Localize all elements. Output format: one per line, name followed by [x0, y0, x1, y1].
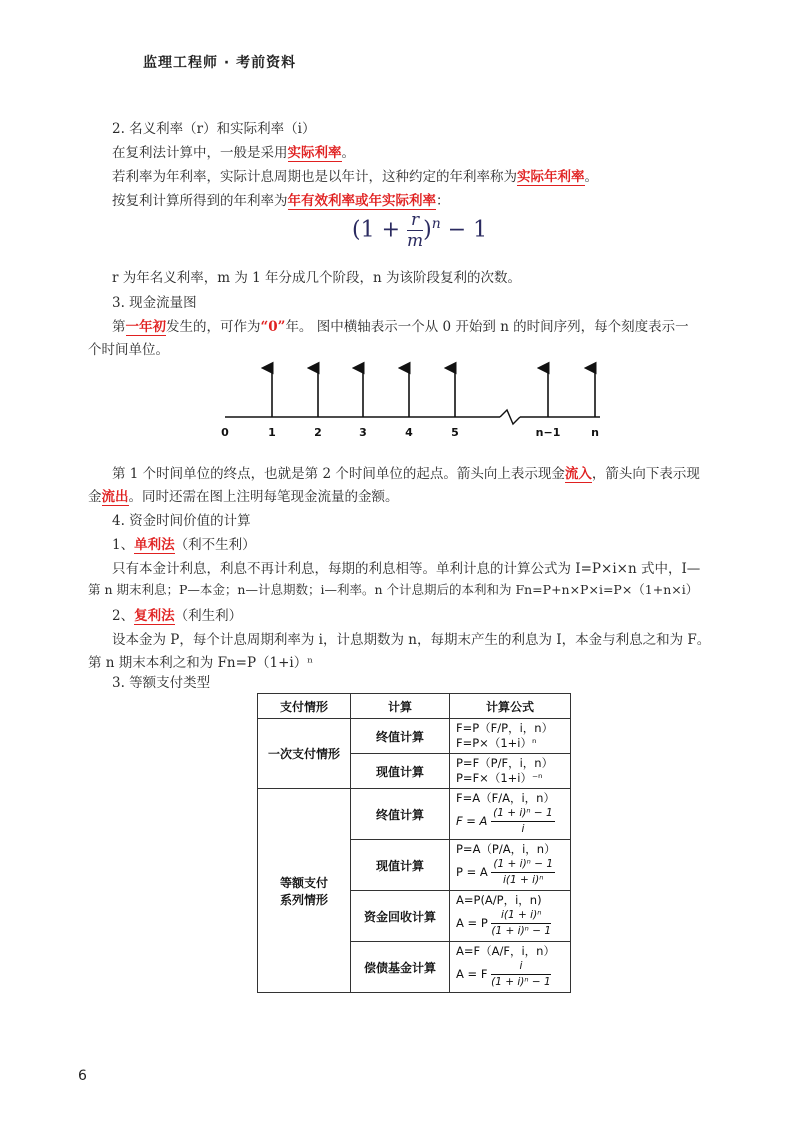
table-cell: 偿债基金计算: [351, 942, 450, 993]
s3-para-1-cont: 个时间单位。: [88, 342, 169, 358]
payment-types-heading: 3. 等额支付类型: [112, 675, 211, 691]
tick-label-0: 0: [221, 426, 229, 439]
tick-label-n-1: n−1: [535, 426, 561, 439]
compound-interest-para-2: 第 n 期末本利之和为 Fn=P（1+i）ⁿ: [88, 655, 314, 671]
s2-line-2: 若利率为年利率，实际计息周期也是以年计，这种约定的年利率称为实际年利率。: [112, 169, 598, 185]
highlight-effective-rate: 年有效利率或年实际利率: [287, 193, 436, 209]
tick-label-5: 5: [451, 426, 459, 439]
compound-interest-heading: 2、复利法（利生利）: [112, 608, 243, 624]
table-cell: 终值计算: [351, 789, 450, 840]
tick-label-4: 4: [405, 426, 413, 439]
equal-payment-table: [257, 693, 571, 993]
formula-cell: P=A（P/A，i，n） P = A $\frac{\text{(1 + i)ⁿ − 1}}{\text{i(1 + i)ⁿ}}$: [450, 840, 571, 891]
table-header: 支付情形: [258, 694, 351, 719]
axis-break: [500, 410, 520, 424]
tick-label-n: n: [591, 426, 599, 439]
formula-cell: A=P(A/P，i，n) A = P $\frac{\text{i(1 + i)ⁿ}}{\text{(1 + i)ⁿ − 1}}$: [450, 891, 571, 942]
formula-cell: F=A（F/A，i，n） F = A $\frac{\text{(1 + i)ⁿ − 1}}{i}$: [450, 789, 571, 840]
highlight-real-annual-rate: 实际年利率: [517, 169, 585, 185]
simple-interest-heading: 1、单利法（利不生利）: [112, 537, 256, 553]
formula-cell: P=F（P/F，i，n） P=F×（1+i）⁻ⁿ: [450, 754, 571, 789]
effective-rate-formula: (1 + $\frac{r}{m}$ )$^n$ − 1: [352, 210, 488, 251]
group-equal-series: 等额支付 系列情形: [258, 789, 351, 993]
table-cell: 现值计算: [351, 754, 450, 789]
formula-cell: F=P（F/P，i，n） F=P×（1+i）ⁿ: [450, 719, 571, 754]
highlight-real-rate: 实际利率: [287, 145, 342, 161]
section-2-title: 2. 名义利率（r）和实际利率（i）: [112, 121, 316, 137]
tick-label-2: 2: [314, 426, 322, 439]
simple-interest-para-1: 只有本金计利息，利息不再计利息，每期的利息相等。单利计息的计算公式为 I=P×i×n 式中，I—: [112, 561, 701, 577]
table-header: 计算: [351, 694, 450, 719]
table-cell: 终值计算: [351, 719, 450, 754]
table-header: 计算公式: [450, 694, 571, 719]
table-cell: 资金回收计算: [351, 891, 450, 942]
page-number: 6: [78, 1068, 87, 1084]
cash-flow-diagram: [215, 360, 605, 445]
table-cell: 现值计算: [351, 840, 450, 891]
page-header: 监理工程师 · 考前资料: [143, 55, 297, 71]
group-single-payment: 一次支付情形: [258, 719, 351, 789]
s2-line-3: 按复利计算所得到的年利率为年有效利率或年实际利率：: [112, 193, 450, 209]
s3-para-2-cont: 金流出。同时还需在图上注明每笔现金流量的金额。: [88, 489, 399, 505]
section-3-title: 3. 现金流量图: [112, 295, 197, 311]
formula-cell: A=F（A/F，i，n） A = F $\frac{i}{\text{(1 + i)ⁿ − 1}}$: [450, 942, 571, 993]
s2-note: r 为年名义利率，m 为 1 年分成几个阶段，n 为该阶段复利的次数。: [112, 270, 521, 286]
section-4-title: 4. 资金时间价值的计算: [112, 513, 251, 529]
tick-label-3: 3: [359, 426, 367, 439]
compound-interest-para-1: 设本金为 P，每个计息周期利率为 i，计息期数为 n，每期末产生的利息为 I，本金与利息之和为 F。: [112, 632, 711, 648]
s3-para-1: 第一年初发生的，可作为“0”年。 图中横轴表示一个从 0 开始到 n 的时间序列，每个刻度表示一: [112, 319, 689, 335]
s3-para-2: 第 1 个时间单位的终点，也就是第 2 个时间单位的起点。箭头向上表示现金流入，箭头向下表示现: [112, 466, 700, 482]
simple-interest-para-2: 第 n 期末利息；P—本金；n—计息期数；i—利率。n 个计息期后的本利和为 Fn=P+n×P×i=P×（1+n×i）: [88, 582, 699, 597]
s2-line-1: 在复利法计算中，一般是采用实际利率。: [112, 145, 355, 161]
tick-label-1: 1: [268, 426, 276, 439]
